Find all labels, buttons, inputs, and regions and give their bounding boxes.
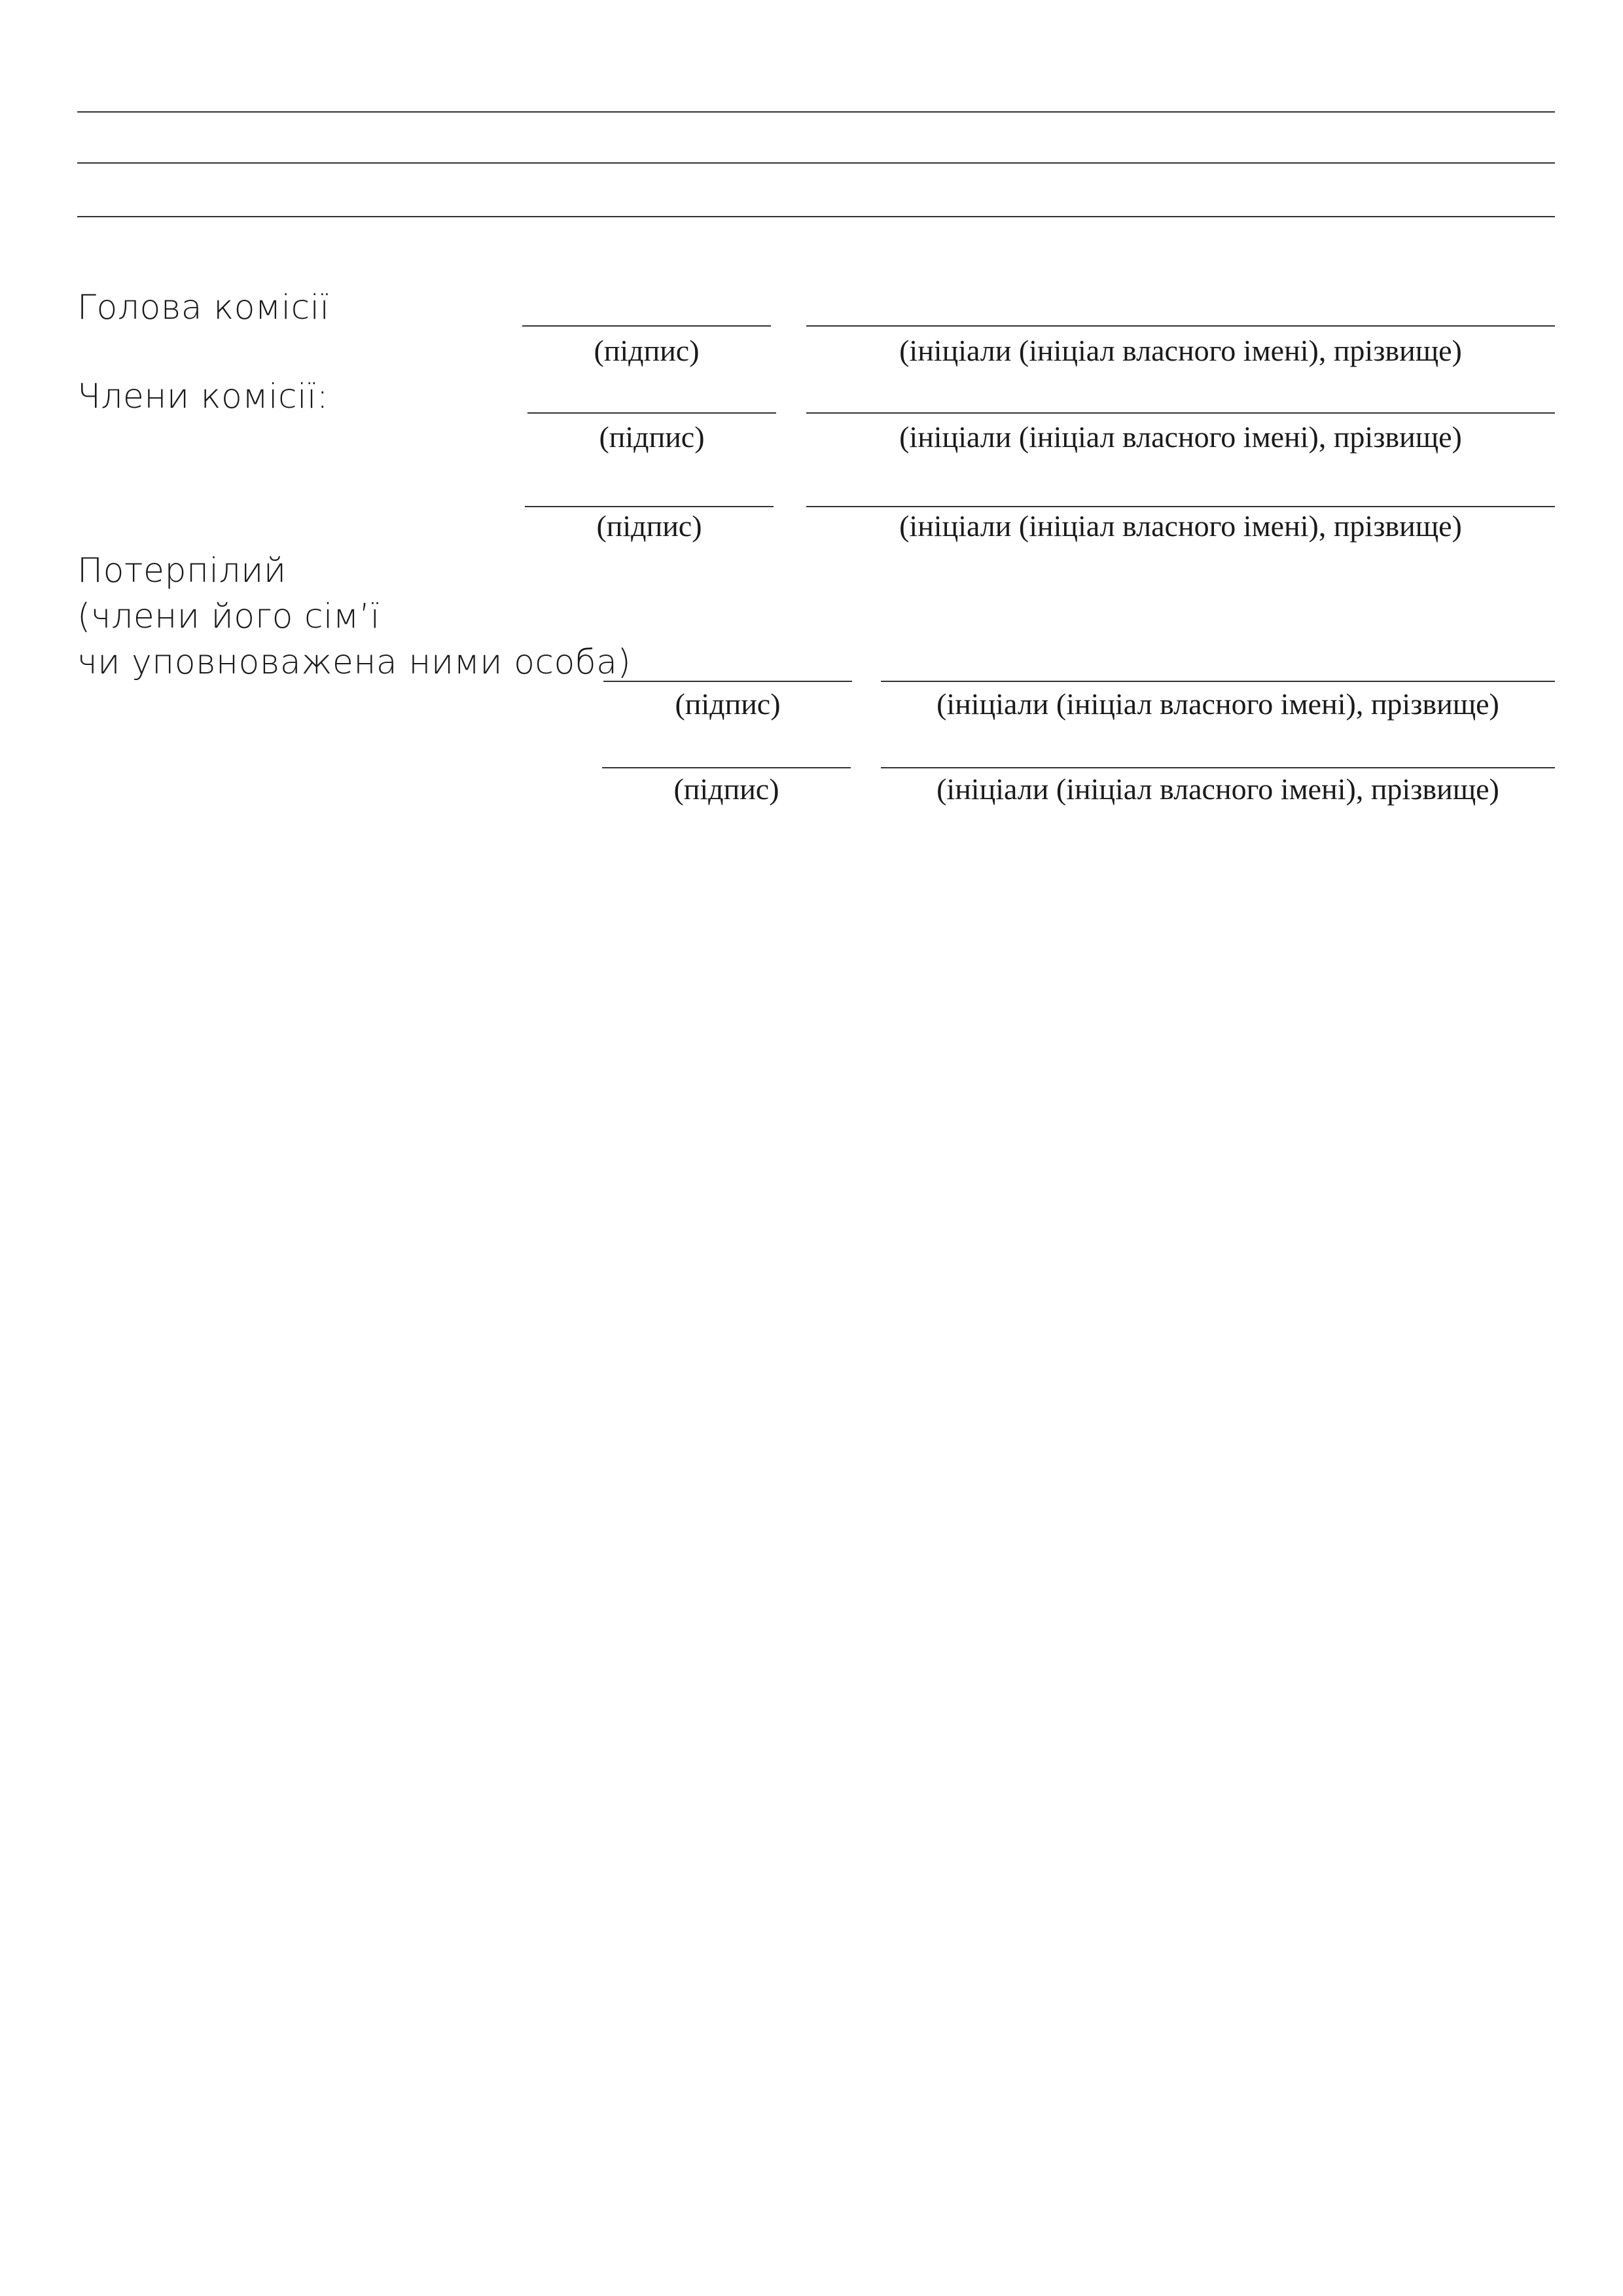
victim-1-signature-caption: (підпис) [675,687,781,721]
member-2-name-field[interactable] [806,506,1555,507]
victim-2-signature-caption: (підпис) [673,772,779,806]
chairman-signature-caption: (підпис) [594,334,700,367]
victim-2-name-caption: (ініціали (ініціал власного імені), прізвище) [936,772,1499,806]
member-1-signature-field[interactable] [527,412,776,414]
member-1-name-field[interactable] [806,412,1555,414]
blank-text-line-3[interactable] [77,216,1555,217]
members-label: Члени комісії: [77,377,329,416]
victim-2-signature-field[interactable] [602,767,851,768]
victim-label-line-1: Потерпілий [77,551,287,590]
victim-1-name-caption: (ініціали (ініціал власного імені), прізвище) [936,687,1499,721]
chairman-label: Голова комісії [77,288,330,327]
member-2-signature-caption: (підпис) [596,509,702,543]
victim-1-name-field[interactable] [881,681,1555,682]
victim-1-signature-field[interactable] [603,681,852,682]
member-1-name-caption: (ініціали (ініціал власного імені), прізвище) [899,420,1462,454]
victim-label-line-2: (члени його сім’ї [77,597,380,636]
member-1-signature-caption: (підпис) [599,420,705,454]
blank-text-line-2[interactable] [77,162,1555,164]
blank-text-line-1[interactable] [77,111,1555,113]
victim-label-line-3: чи уповноважена ними особа) [77,643,632,682]
member-2-name-caption: (ініціали (ініціал власного імені), прізвище) [899,509,1462,543]
victim-2-name-field[interactable] [881,767,1555,768]
chairman-name-caption: (ініціали (ініціал власного імені), прізвище) [899,334,1462,367]
chairman-name-field[interactable] [806,325,1555,327]
member-2-signature-field[interactable] [525,506,774,507]
chairman-signature-field[interactable] [522,325,771,327]
